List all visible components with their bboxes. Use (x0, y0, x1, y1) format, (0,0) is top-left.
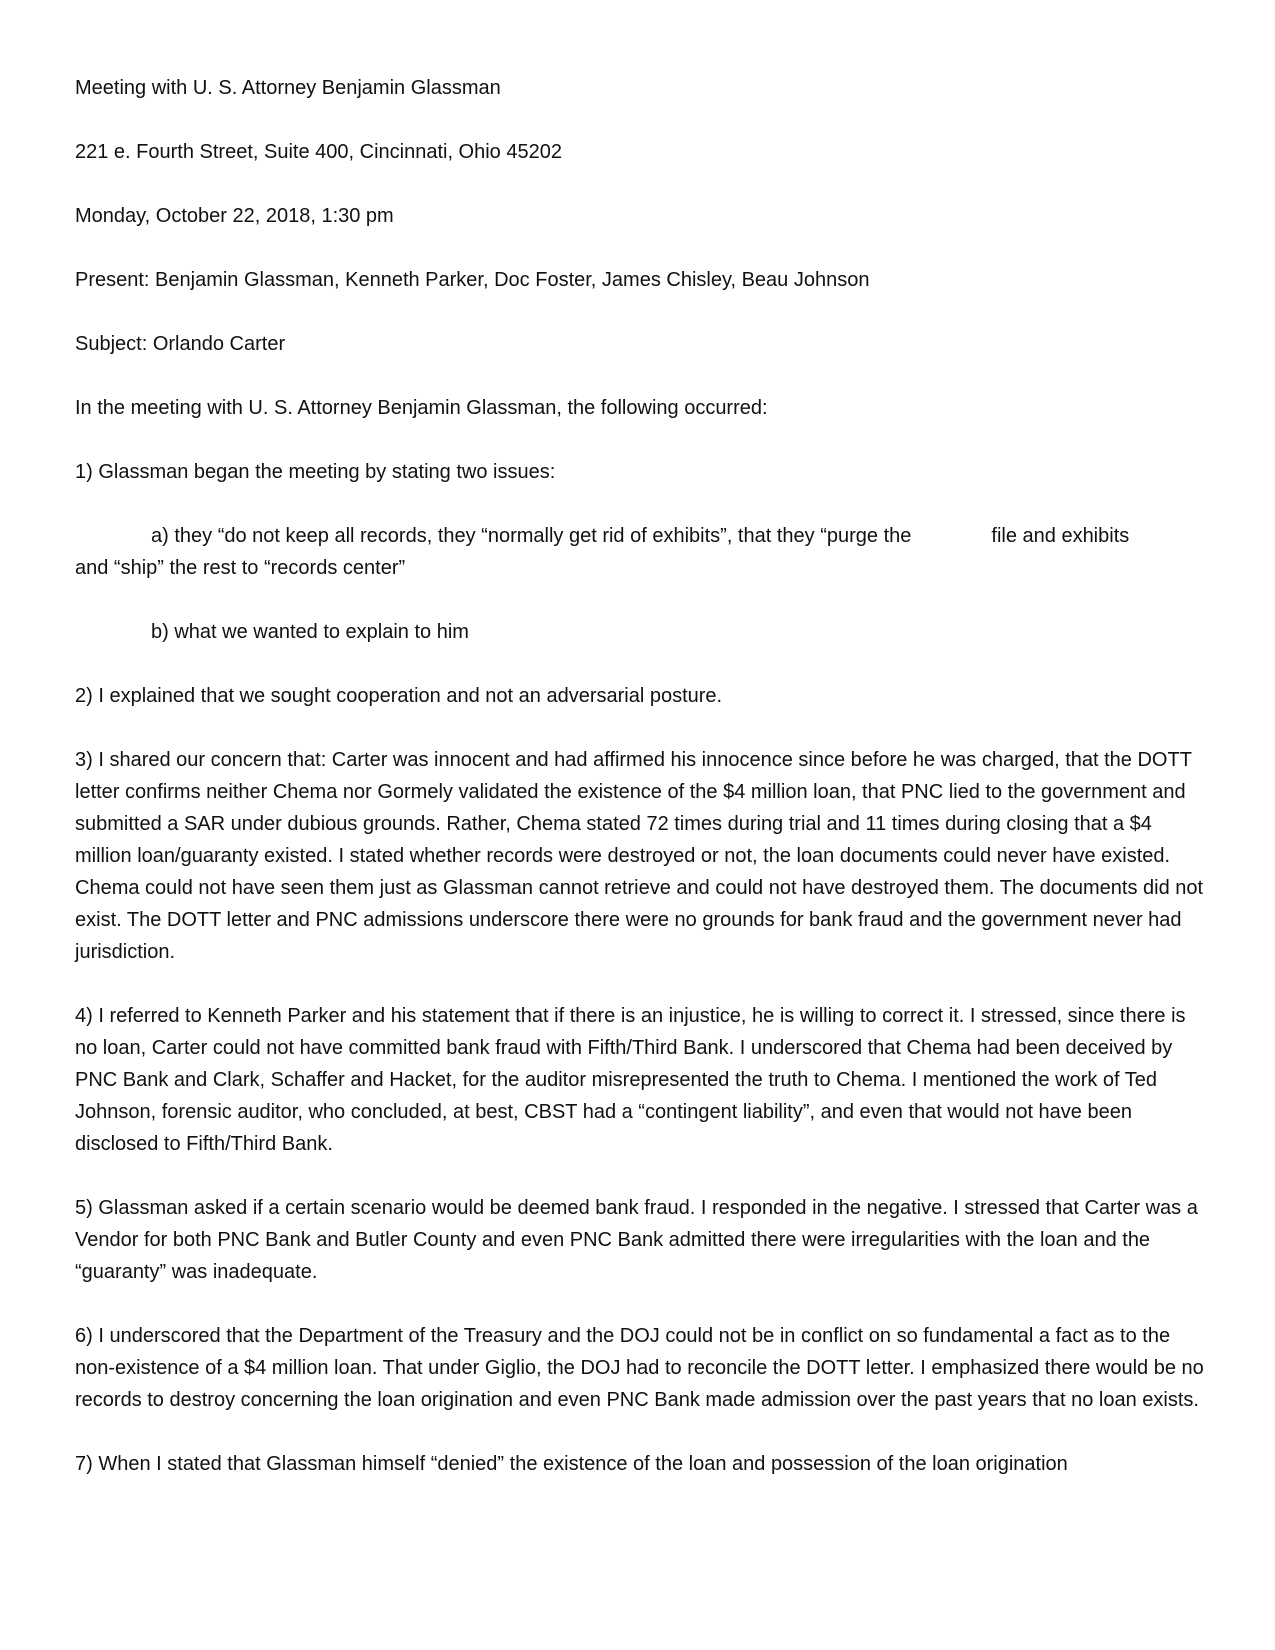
spacer (75, 424, 1205, 456)
item-2: 2) I explained that we sought cooperation and not an adversarial posture. (75, 685, 723, 707)
spacer (75, 488, 1205, 520)
spacer (75, 1288, 1205, 1320)
item-1a-line-2: and “ship” the rest to “records center” (75, 557, 406, 579)
item-1a-text: a) they “do not keep all records, they “normally get rid of exhibits”, that they “purge the (151, 525, 912, 547)
spacer (75, 232, 1205, 264)
spacer (75, 296, 1205, 328)
spacer (75, 1416, 1205, 1448)
spacer (75, 1160, 1205, 1192)
item-1b: b) what we wanted to explain to him (151, 621, 469, 643)
item-6: 6) I underscored that the Department of the Treasury and the DOJ could not be in conflict on so fundamental a fact as to the non-existence of a $4 million loan. That under Giglio, the DOJ had to reconcile the DOTT letter. I emphasized there would be no records to destroy concerning the loan origination and even PNC Bank made admission over the past years that no loan exists. (75, 1325, 1204, 1411)
item-7: 7) When I stated that Glassman himself “denied” the existence of the loan and possession of the loan origination (75, 1453, 1068, 1475)
spacer (75, 712, 1205, 744)
meeting-address: 221 e. Fourth Street, Suite 400, Cincinnati, Ohio 45202 (75, 141, 562, 163)
meeting-title: Meeting with U. S. Attorney Benjamin Glassman (75, 77, 501, 99)
item-3: 3) I shared our concern that: Carter was innocent and had affirmed his innocence since before he was charged, that the DOTT letter confirms neither Chema nor Gormely validated the existence of the $4 million loan, that PNC lied to the government and submitted a SAR under dubious grounds. Rather, Chema stated 72 times during trial and 11 times during closing that a $4 million loan/guaranty existed. I stated whether records were destroyed or not, the loan documents could never have existed. Chema could not have seen them just as Glassman cannot retrieve and could not have destroyed them. The documents did not exist. The DOTT letter and PNC admissions underscore there were no grounds for bank fraud and the government never had jurisdiction. (75, 749, 1204, 963)
item-1a-tail: file and exhibits (991, 525, 1130, 547)
spacer (75, 360, 1205, 392)
meeting-datetime: Monday, October 22, 2018, 1:30 pm (75, 205, 394, 227)
item-5: 5) Glassman asked if a certain scenario would be deemed bank fraud. I responded in the negative. I stressed that Carter was a Vendor for both PNC Bank and Butler County and even PNC Bank admitted there were irregularities with the loan and the “guaranty” was inadequate. (75, 1197, 1198, 1283)
spacer (75, 584, 1205, 616)
spacer (75, 168, 1205, 200)
spacer (75, 968, 1205, 1000)
item-4: 4) I referred to Kenneth Parker and his statement that if there is an injustice, he is willing to correct it. I stressed, since there is no loan, Carter could not have committed bank fraud with Fifth/Third Bank. I underscored that Chema had been deceived by PNC Bank and Clark, Schaffer and Hacket, for the auditor misrepresented the truth to Chema. I mentioned the work of Ted Johnson, forensic auditor, who concluded, at best, CBST had a “contingent liability”, and even that would not have been disclosed to Fifth/Third Bank. (75, 1005, 1186, 1155)
spacer (75, 648, 1205, 680)
attendees-list: Present: Benjamin Glassman, Kenneth Parker, Doc Foster, James Chisley, Beau Johnson (75, 269, 870, 291)
meeting-subject: Subject: Orlando Carter (75, 333, 286, 355)
item-1: 1) Glassman began the meeting by stating two issues: (75, 461, 556, 483)
intro-paragraph: In the meeting with U. S. Attorney Benjamin Glassman, the following occurred: (75, 397, 768, 419)
document-page (75, 72, 1205, 1480)
item-1a-line-1 (75, 520, 1205, 552)
spacer (75, 104, 1205, 136)
